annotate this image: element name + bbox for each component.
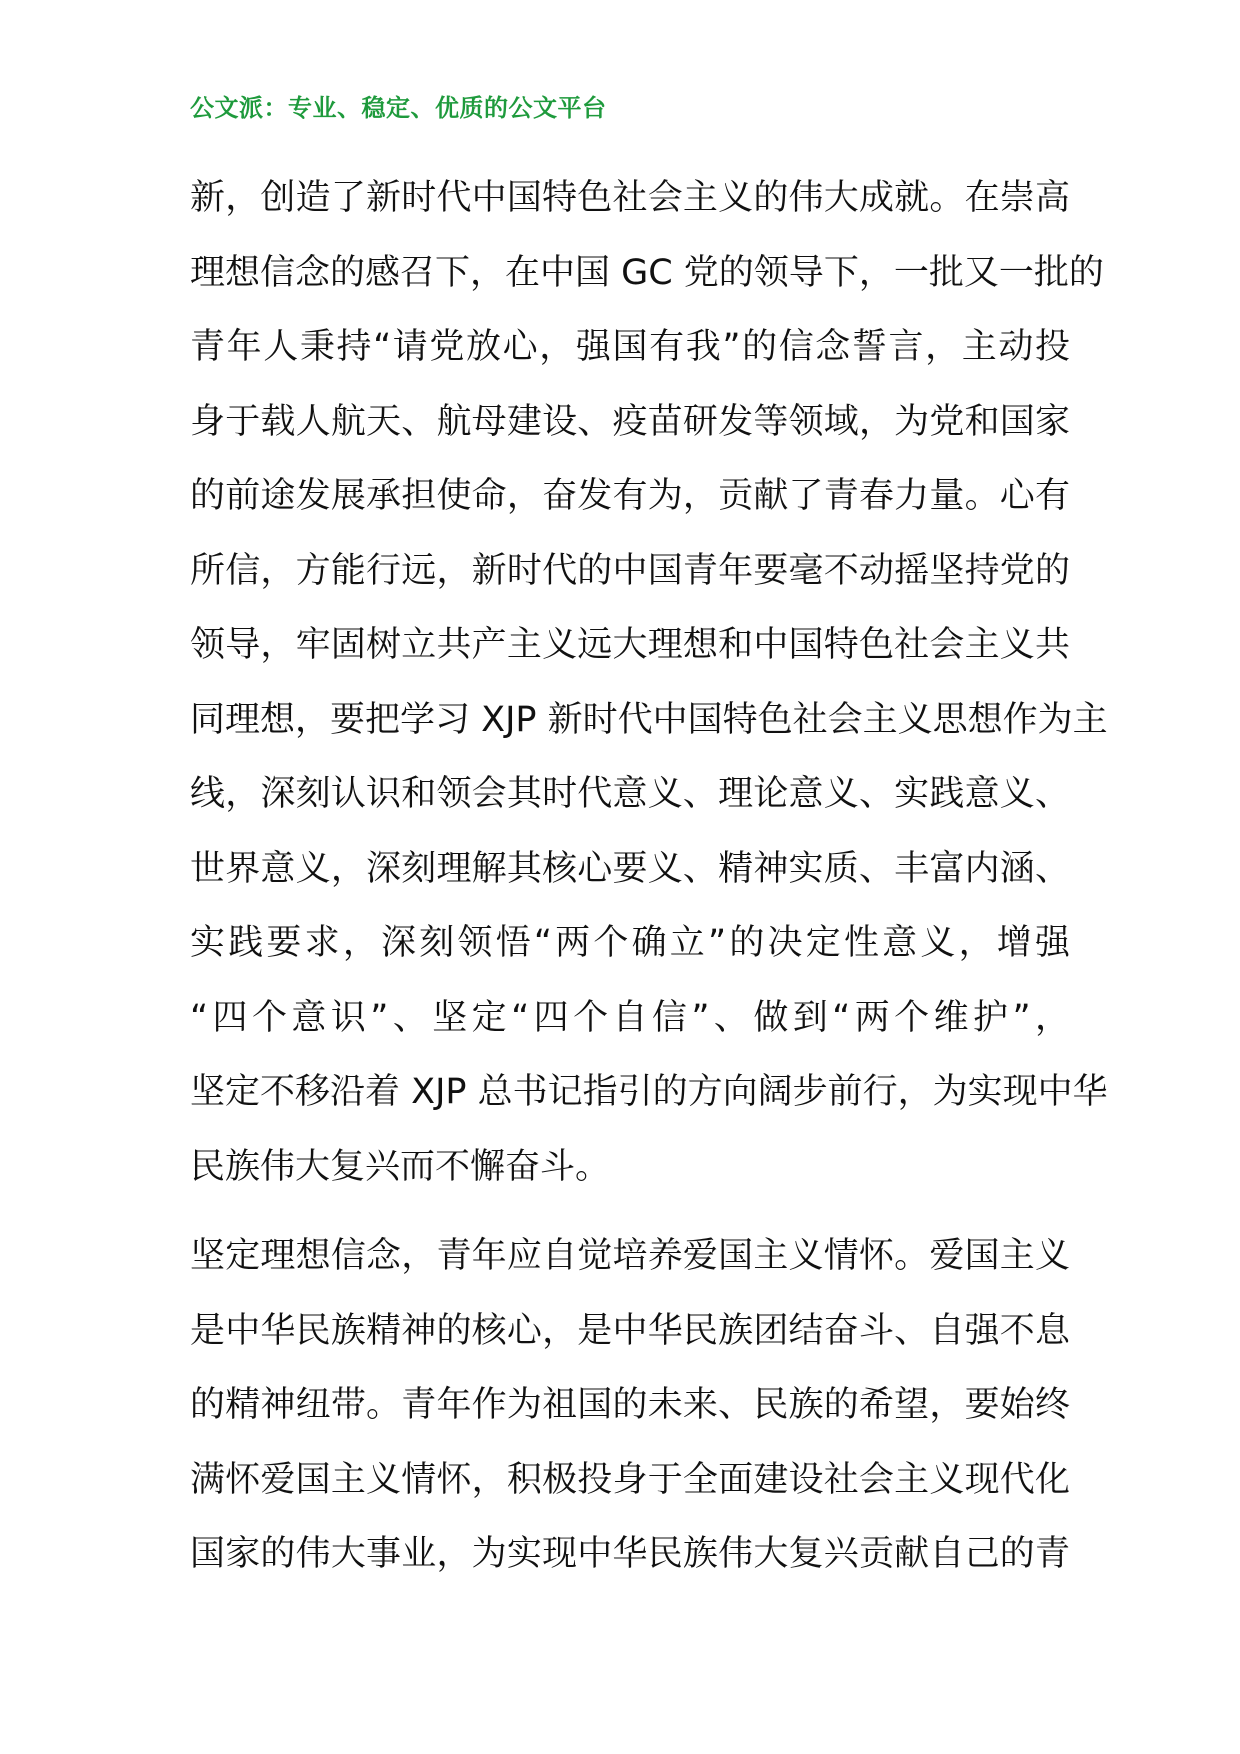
text-line: 实践要求，深刻领悟“两个确立”的决定性意义，增强: [190, 923, 1070, 963]
text-line: 的精神纽带。青年作为祖国的未来、民族的希望，要始终: [190, 1385, 1070, 1425]
text-line: 身于载人航天、航母建设、疫苗研发等领域，为党和国家: [190, 401, 1070, 442]
text-line: 同理想，要把学习 XJP 新时代中国特色社会主义思想作为主: [190, 699, 1108, 740]
text-line: 是中华民族精神的核心，是中华民族团结奋斗、自强不息: [190, 1310, 1070, 1351]
text-line: 所信，方能行远，新时代的中国青年要毫不动摇坚持党的: [190, 550, 1070, 591]
paragraph-2: [190, 1226, 1070, 1599]
text-line: 新，创造了新时代中国特色社会主义的伟大成就。在崇高: [190, 178, 1070, 218]
text-line: 坚定不移沿着 XJP 总书记指引的方向阔步前行，为实现中华: [190, 1072, 1108, 1112]
text-line: 坚定理想信念，青年应自觉培养爱国主义情怀。爱国主义: [190, 1236, 1070, 1276]
text-line: 线，深刻认识和领会其时代意义、理论意义、实践意义、: [190, 774, 1070, 814]
text-line: 青年人秉持“请党放心，强国有我”的信念誓言，主动投: [190, 327, 1070, 367]
site-header-slogan: 公文派：专业、稳定、优质的公文平台: [190, 94, 607, 122]
text-line: “四个意识”、坚定“四个自信”、做到“两个维护”，: [190, 997, 1070, 1038]
text-line: 世界意义，深刻理解其核心要义、精神实质、丰富内涵、: [190, 848, 1070, 889]
text-line: 民族伟大复兴而不懈奋斗。: [190, 1146, 611, 1187]
text-line: 满怀爱国主义情怀，积极投身于全面建设社会主义现代化: [190, 1459, 1070, 1500]
text-line: 领导，牢固树立共产主义远大理想和中国特色社会主义共: [190, 625, 1070, 665]
text-line: 理想信念的感召下，在中国 GC 党的领导下，一批又一批的: [190, 252, 1104, 293]
document-body: [190, 168, 1108, 1599]
text-line: 的前途发展承担使命，奋发有为，贡献了青春力量。心有: [190, 476, 1070, 516]
paragraph-spacer: [190, 1211, 1070, 1226]
paragraph-1: [190, 168, 1108, 1211]
text-line: 国家的伟大事业，为实现中华民族伟大复兴贡献自己的青: [190, 1534, 1070, 1574]
